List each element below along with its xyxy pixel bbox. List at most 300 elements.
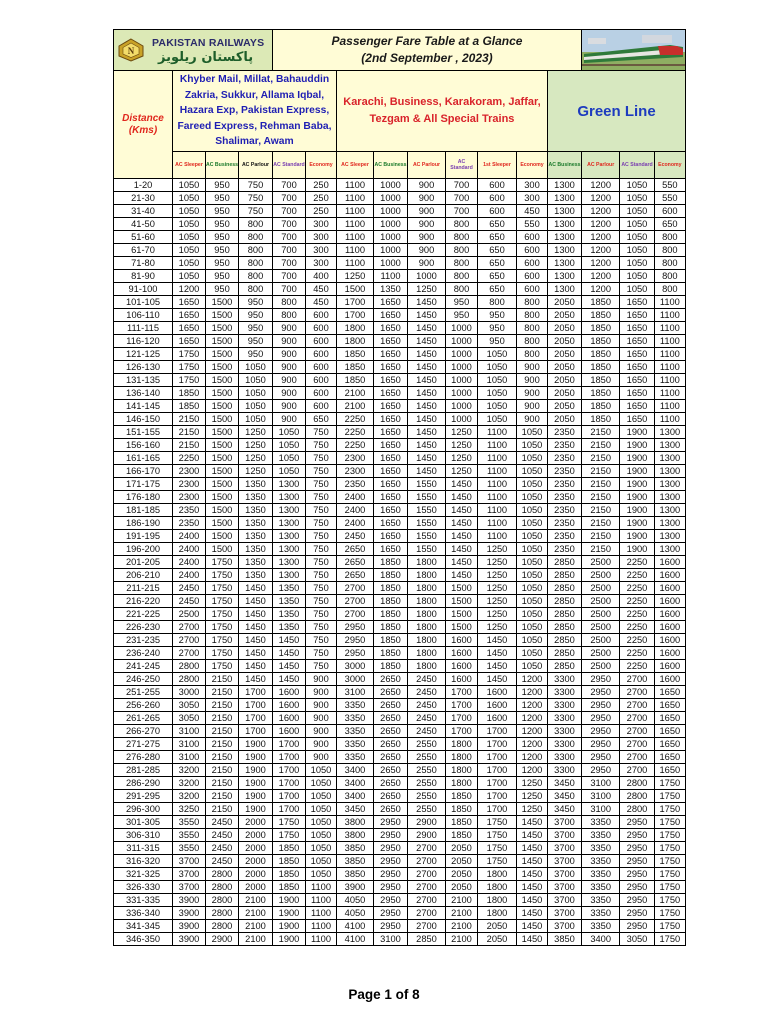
- fare-cell: 1200: [582, 179, 620, 192]
- fare-cell: 3350: [337, 699, 374, 712]
- fare-cell: 3300: [548, 738, 582, 751]
- class-header: AC Business: [206, 152, 239, 179]
- fare-cell: 1450: [239, 608, 273, 621]
- fare-cell: 2100: [239, 894, 273, 907]
- fare-cell: 1900: [620, 452, 654, 465]
- fare-cell: 1700: [337, 309, 374, 322]
- fare-cell: 1450: [408, 309, 446, 322]
- fare-cell: 1800: [337, 322, 374, 335]
- fare-cell: 800: [654, 270, 685, 283]
- table-row: [114, 829, 686, 842]
- fare-cell: 2350: [548, 530, 582, 543]
- fare-cell: 1000: [408, 270, 446, 283]
- fare-cell: 2350: [173, 504, 206, 517]
- fare-cell: 1300: [548, 270, 582, 283]
- fare-cell: 750: [306, 634, 337, 647]
- fare-cell: 2050: [548, 361, 582, 374]
- train-photo-icon: [582, 30, 685, 70]
- table-row: [114, 426, 686, 439]
- fare-cell: 2450: [408, 699, 446, 712]
- fare-cell: 1100: [337, 257, 374, 270]
- fare-cell: 2700: [620, 699, 654, 712]
- fare-cell: 1250: [478, 621, 517, 634]
- fare-cell: 1450: [273, 660, 306, 673]
- fare-cell: 1300: [273, 504, 306, 517]
- fare-cell: 2950: [582, 686, 620, 699]
- fare-cell: 2400: [173, 569, 206, 582]
- fare-cell: 2850: [548, 634, 582, 647]
- fare-cell: 600: [306, 400, 337, 413]
- fare-cell: 900: [408, 231, 446, 244]
- fare-cell: 2700: [408, 842, 446, 855]
- fare-cell: 1000: [374, 218, 408, 231]
- fare-cell: 3100: [582, 790, 620, 803]
- fare-cell: 2850: [548, 647, 582, 660]
- fare-cell: 3400: [582, 933, 620, 946]
- fare-cell: 900: [408, 218, 446, 231]
- fare-cell: 2650: [374, 777, 408, 790]
- fare-cell: 2150: [173, 439, 206, 452]
- fare-cell: 2250: [620, 660, 654, 673]
- fare-cell: 2500: [582, 569, 620, 582]
- fare-cell: 1100: [478, 439, 517, 452]
- fare-cell: 750: [306, 491, 337, 504]
- fare-cell: 3300: [548, 673, 582, 686]
- fare-cell: 1900: [273, 907, 306, 920]
- fare-cell: 1700: [446, 699, 478, 712]
- table-row: [114, 452, 686, 465]
- fare-cell: 1050: [620, 231, 654, 244]
- fare-cell: 1450: [239, 634, 273, 647]
- fare-cell: 900: [273, 361, 306, 374]
- fare-cell: 2300: [337, 465, 374, 478]
- fare-cell: 1500: [206, 361, 239, 374]
- fare-cell: 1100: [306, 894, 337, 907]
- fare-cell: 2650: [374, 699, 408, 712]
- fare-cell: 1650: [654, 699, 685, 712]
- fare-cell: 1700: [478, 777, 517, 790]
- fare-cell: 1200: [517, 686, 548, 699]
- table-row: [114, 621, 686, 634]
- fare-cell: 2950: [620, 920, 654, 933]
- fare-cell: 2550: [408, 803, 446, 816]
- fare-cell: 300: [306, 244, 337, 257]
- fare-cell: 2900: [206, 933, 239, 946]
- fare-cell: 950: [206, 218, 239, 231]
- fare-cell: 2700: [620, 712, 654, 725]
- fare-cell: 1600: [654, 556, 685, 569]
- fare-cell: 1250: [478, 543, 517, 556]
- fare-cell: 1000: [446, 361, 478, 374]
- distance-cell: 301-305: [114, 816, 173, 829]
- fare-cell: 1050: [173, 257, 206, 270]
- fare-cell: 1650: [374, 465, 408, 478]
- fare-cell: 3350: [582, 842, 620, 855]
- fare-cell: 800: [478, 296, 517, 309]
- fare-cell: 1650: [654, 738, 685, 751]
- fare-cell: 2950: [582, 699, 620, 712]
- fare-cell: 2300: [173, 491, 206, 504]
- fare-cell: 3100: [374, 933, 408, 946]
- distance-cell: 31-40: [114, 205, 173, 218]
- fare-cell: 700: [273, 192, 306, 205]
- fare-cell: 600: [306, 309, 337, 322]
- fare-cell: 600: [306, 348, 337, 361]
- fare-cell: 1200: [582, 283, 620, 296]
- table-row: [114, 543, 686, 556]
- fare-cell: 1300: [273, 543, 306, 556]
- class-header: Economy: [654, 152, 685, 179]
- distance-cell: 216-220: [114, 595, 173, 608]
- fare-cell: 1250: [239, 439, 273, 452]
- fare-cell: 1450: [517, 907, 548, 920]
- fare-cell: 1850: [374, 634, 408, 647]
- fare-cell: 1350: [374, 283, 408, 296]
- fare-cell: 2250: [620, 634, 654, 647]
- fare-cell: 1050: [620, 244, 654, 257]
- fare-cell: 650: [478, 270, 517, 283]
- fare-cell: 1050: [620, 192, 654, 205]
- fare-cell: 1650: [173, 309, 206, 322]
- fare-cell: 2950: [374, 829, 408, 842]
- fare-cell: 3000: [337, 660, 374, 673]
- table-row: [114, 907, 686, 920]
- fare-cell: 1550: [408, 543, 446, 556]
- fare-cell: 800: [446, 218, 478, 231]
- table-row: [114, 777, 686, 790]
- fare-cell: 2050: [446, 855, 478, 868]
- distance-cell: 341-345: [114, 920, 173, 933]
- fare-cell: 2150: [206, 712, 239, 725]
- fare-cell: 2850: [548, 595, 582, 608]
- fare-cell: 4050: [337, 907, 374, 920]
- fare-cell: 3700: [173, 881, 206, 894]
- distance-cell: 336-340: [114, 907, 173, 920]
- fare-cell: 950: [206, 270, 239, 283]
- fare-cell: 2650: [374, 790, 408, 803]
- fare-cell: 1650: [654, 712, 685, 725]
- fare-cell: 3700: [548, 842, 582, 855]
- fare-cell: 650: [306, 413, 337, 426]
- fare-cell: 600: [654, 205, 685, 218]
- fare-cell: 2500: [173, 608, 206, 621]
- fare-cell: 1050: [306, 868, 337, 881]
- fare-cell: 2150: [582, 543, 620, 556]
- fare-cell: 3350: [582, 881, 620, 894]
- fare-cell: 2050: [548, 387, 582, 400]
- fare-cell: 1700: [337, 296, 374, 309]
- fare-cell: 600: [306, 361, 337, 374]
- distance-cell: 126-130: [114, 361, 173, 374]
- fare-cell: 1250: [478, 608, 517, 621]
- fare-cell: 1050: [517, 556, 548, 569]
- fare-cell: 3350: [337, 725, 374, 738]
- table-row: [114, 231, 686, 244]
- fare-cell: 2400: [173, 543, 206, 556]
- fare-cell: 3450: [548, 790, 582, 803]
- fare-cell: 2450: [206, 816, 239, 829]
- fare-cell: 1100: [478, 530, 517, 543]
- fare-cell: 2800: [620, 777, 654, 790]
- fare-cell: 2050: [548, 309, 582, 322]
- fare-cell: 700: [273, 218, 306, 231]
- fare-cell: 4100: [337, 933, 374, 946]
- distance-cell: 251-255: [114, 686, 173, 699]
- fare-cell: 1750: [273, 829, 306, 842]
- fare-cell: 2350: [548, 517, 582, 530]
- fare-cell: 2450: [173, 582, 206, 595]
- fare-cell: 1800: [408, 582, 446, 595]
- fare-cell: 1650: [374, 374, 408, 387]
- fare-cell: 3900: [173, 933, 206, 946]
- fare-cell: 1850: [337, 361, 374, 374]
- fare-cell: 1550: [408, 530, 446, 543]
- fare-cell: 3300: [548, 764, 582, 777]
- table-row: [114, 933, 686, 946]
- fare-cell: 1650: [654, 751, 685, 764]
- fare-cell: 1300: [273, 569, 306, 582]
- fare-cell: 2050: [548, 322, 582, 335]
- fare-cell: 1800: [478, 881, 517, 894]
- class-header-row: [114, 152, 686, 179]
- fare-cell: 1700: [478, 803, 517, 816]
- fare-cell: 1050: [239, 400, 273, 413]
- fare-cell: 1050: [517, 452, 548, 465]
- fare-cell: 1700: [273, 738, 306, 751]
- fare-cell: 1450: [517, 881, 548, 894]
- distance-cell: 141-145: [114, 400, 173, 413]
- distance-cell: 191-195: [114, 530, 173, 543]
- fare-cell: 2950: [337, 621, 374, 634]
- fare-cell: 2350: [173, 517, 206, 530]
- fare-cell: 1350: [239, 530, 273, 543]
- fare-cell: 1650: [620, 348, 654, 361]
- fare-cell: 750: [306, 621, 337, 634]
- fare-cell: 1050: [239, 413, 273, 426]
- fare-cell: 1900: [620, 504, 654, 517]
- fare-cell: 3850: [337, 868, 374, 881]
- fare-cell: 1050: [306, 803, 337, 816]
- fare-cell: 1100: [337, 244, 374, 257]
- fare-cell: 2850: [548, 621, 582, 634]
- table-row: [114, 244, 686, 257]
- fare-cell: 550: [654, 192, 685, 205]
- fare-cell: 1100: [478, 491, 517, 504]
- table-row: [114, 751, 686, 764]
- fare-cell: 800: [239, 257, 273, 270]
- fare-cell: 600: [517, 283, 548, 296]
- fare-cell: 1450: [408, 465, 446, 478]
- fare-cell: 1800: [408, 556, 446, 569]
- fare-cell: 1250: [446, 452, 478, 465]
- fare-cell: 1650: [374, 530, 408, 543]
- distance-cell: 246-250: [114, 673, 173, 686]
- fare-cell: 2350: [548, 543, 582, 556]
- fare-cell: 1100: [478, 426, 517, 439]
- fare-cell: 950: [478, 335, 517, 348]
- fare-cell: 1500: [446, 582, 478, 595]
- fare-cell: 1450: [478, 673, 517, 686]
- distance-cell: 276-280: [114, 751, 173, 764]
- fare-cell: 1350: [239, 569, 273, 582]
- fare-cell: 1050: [517, 569, 548, 582]
- fare-cell: 2150: [206, 764, 239, 777]
- fare-cell: 2550: [408, 777, 446, 790]
- table-row: [114, 842, 686, 855]
- fare-cell: 800: [273, 309, 306, 322]
- fare-cell: 1800: [446, 764, 478, 777]
- fare-cell: 700: [273, 244, 306, 257]
- fare-cell: 1900: [239, 803, 273, 816]
- fare-cell: 1050: [273, 452, 306, 465]
- fare-cell: 1000: [374, 257, 408, 270]
- fare-cell: 1550: [408, 517, 446, 530]
- fare-cell: 1450: [517, 829, 548, 842]
- fare-cell: 1250: [446, 426, 478, 439]
- fare-cell: 1750: [206, 608, 239, 621]
- fare-cell: 1200: [582, 244, 620, 257]
- fare-cell: 1450: [239, 673, 273, 686]
- distance-cell: 231-235: [114, 634, 173, 647]
- fare-cell: 900: [273, 387, 306, 400]
- train-image: [582, 30, 686, 71]
- fare-cell: 1850: [273, 855, 306, 868]
- fare-cell: 1650: [620, 374, 654, 387]
- fare-cell: 1700: [478, 764, 517, 777]
- fare-cell: 1300: [654, 426, 685, 439]
- fare-cell: 250: [306, 179, 337, 192]
- fare-cell: 1850: [446, 816, 478, 829]
- fare-cell: 2700: [173, 647, 206, 660]
- fare-cell: 1750: [654, 920, 685, 933]
- fare-cell: 3300: [548, 712, 582, 725]
- fare-cell: 1350: [239, 517, 273, 530]
- fare-cell: 1250: [408, 283, 446, 296]
- fare-cell: 1000: [374, 179, 408, 192]
- fare-cell: 1250: [446, 439, 478, 452]
- fare-cell: 2350: [548, 465, 582, 478]
- fare-cell: 950: [206, 179, 239, 192]
- fare-cell: 2100: [446, 920, 478, 933]
- fare-cell: 2700: [408, 920, 446, 933]
- distance-cell: 226-230: [114, 621, 173, 634]
- fare-cell: 1850: [582, 296, 620, 309]
- fare-cell: 1350: [273, 608, 306, 621]
- fare-cell: 1100: [654, 361, 685, 374]
- fare-cell: 1050: [517, 426, 548, 439]
- fare-cell: 2050: [478, 920, 517, 933]
- fare-cell: 1650: [374, 361, 408, 374]
- distance-cell: 166-170: [114, 465, 173, 478]
- fare-cell: 1800: [446, 777, 478, 790]
- fare-cell: 3450: [337, 803, 374, 816]
- fare-cell: 1500: [206, 374, 239, 387]
- fare-cell: 650: [654, 218, 685, 231]
- railway-emblem-icon: [117, 38, 145, 62]
- fare-cell: 2550: [408, 764, 446, 777]
- fare-cell: 1300: [548, 257, 582, 270]
- fare-cell: 2050: [548, 413, 582, 426]
- fare-cell: 1900: [620, 439, 654, 452]
- fare-cell: 2450: [408, 712, 446, 725]
- fare-cell: 2900: [408, 829, 446, 842]
- fare-cell: 950: [206, 244, 239, 257]
- fare-cell: 2950: [374, 881, 408, 894]
- class-header: AC Parlour: [239, 152, 273, 179]
- fare-cell: 1450: [273, 634, 306, 647]
- fare-cell: 3200: [173, 777, 206, 790]
- fare-cell: 1450: [517, 894, 548, 907]
- class-header: AC Standard: [620, 152, 654, 179]
- fare-cell: 2500: [582, 608, 620, 621]
- fare-cell: 1450: [446, 569, 478, 582]
- fare-cell: 1750: [478, 842, 517, 855]
- fare-cell: 1850: [374, 569, 408, 582]
- table-row: [114, 192, 686, 205]
- fare-cell: 3800: [337, 816, 374, 829]
- fare-cell: 600: [478, 179, 517, 192]
- distance-cell: 286-290: [114, 777, 173, 790]
- fare-cell: 2700: [408, 894, 446, 907]
- fare-cell: 3350: [337, 738, 374, 751]
- fare-cell: 1750: [654, 842, 685, 855]
- fare-cell: 950: [206, 231, 239, 244]
- fare-cell: 1500: [446, 608, 478, 621]
- fare-cell: 1300: [548, 192, 582, 205]
- fare-cell: 2400: [337, 504, 374, 517]
- fare-cell: 800: [654, 231, 685, 244]
- fare-cell: 800: [517, 335, 548, 348]
- fare-cell: 1450: [239, 595, 273, 608]
- fare-cell: 2450: [408, 673, 446, 686]
- distance-cell: 256-260: [114, 699, 173, 712]
- fare-cell: 1350: [239, 504, 273, 517]
- logo-text-urdu: پاکستان ریلویز: [158, 50, 254, 65]
- table-row: [114, 647, 686, 660]
- fare-cell: 750: [306, 595, 337, 608]
- fare-cell: 3350: [582, 816, 620, 829]
- fare-cell: 1900: [273, 933, 306, 946]
- fare-cell: 1850: [337, 348, 374, 361]
- fare-cell: 2250: [620, 647, 654, 660]
- fare-cell: 1850: [374, 595, 408, 608]
- fare-cell: 1200: [517, 699, 548, 712]
- fare-cell: 3050: [620, 933, 654, 946]
- fare-cell: 1850: [337, 374, 374, 387]
- distance-cell: 71-80: [114, 257, 173, 270]
- distance-cell: 296-300: [114, 803, 173, 816]
- fare-cell: 2150: [582, 478, 620, 491]
- fare-cell: 1050: [478, 387, 517, 400]
- class-header: AC Parlour: [408, 152, 446, 179]
- fare-cell: 3800: [337, 829, 374, 842]
- fare-cell: 2000: [239, 881, 273, 894]
- distance-cell: 326-330: [114, 881, 173, 894]
- fare-cell: 2100: [337, 387, 374, 400]
- fare-cell: 1300: [273, 517, 306, 530]
- fare-cell: 1050: [273, 465, 306, 478]
- group1-header: Khyber Mail, Millat, Bahauddin Zakria, Sukkur, Allama Iqbal, Hazara Exp, Pakistan Express, Fareed Express, Rehman Baba, Shalimar, Awam: [173, 71, 337, 152]
- table-row: [114, 257, 686, 270]
- fare-cell: 3700: [173, 855, 206, 868]
- fare-cell: 1000: [446, 387, 478, 400]
- fare-cell: 1100: [654, 400, 685, 413]
- fare-cell: 1300: [273, 478, 306, 491]
- table-row: [114, 816, 686, 829]
- fare-cell: 300: [306, 218, 337, 231]
- fare-cell: 950: [206, 283, 239, 296]
- fare-cell: 2150: [173, 426, 206, 439]
